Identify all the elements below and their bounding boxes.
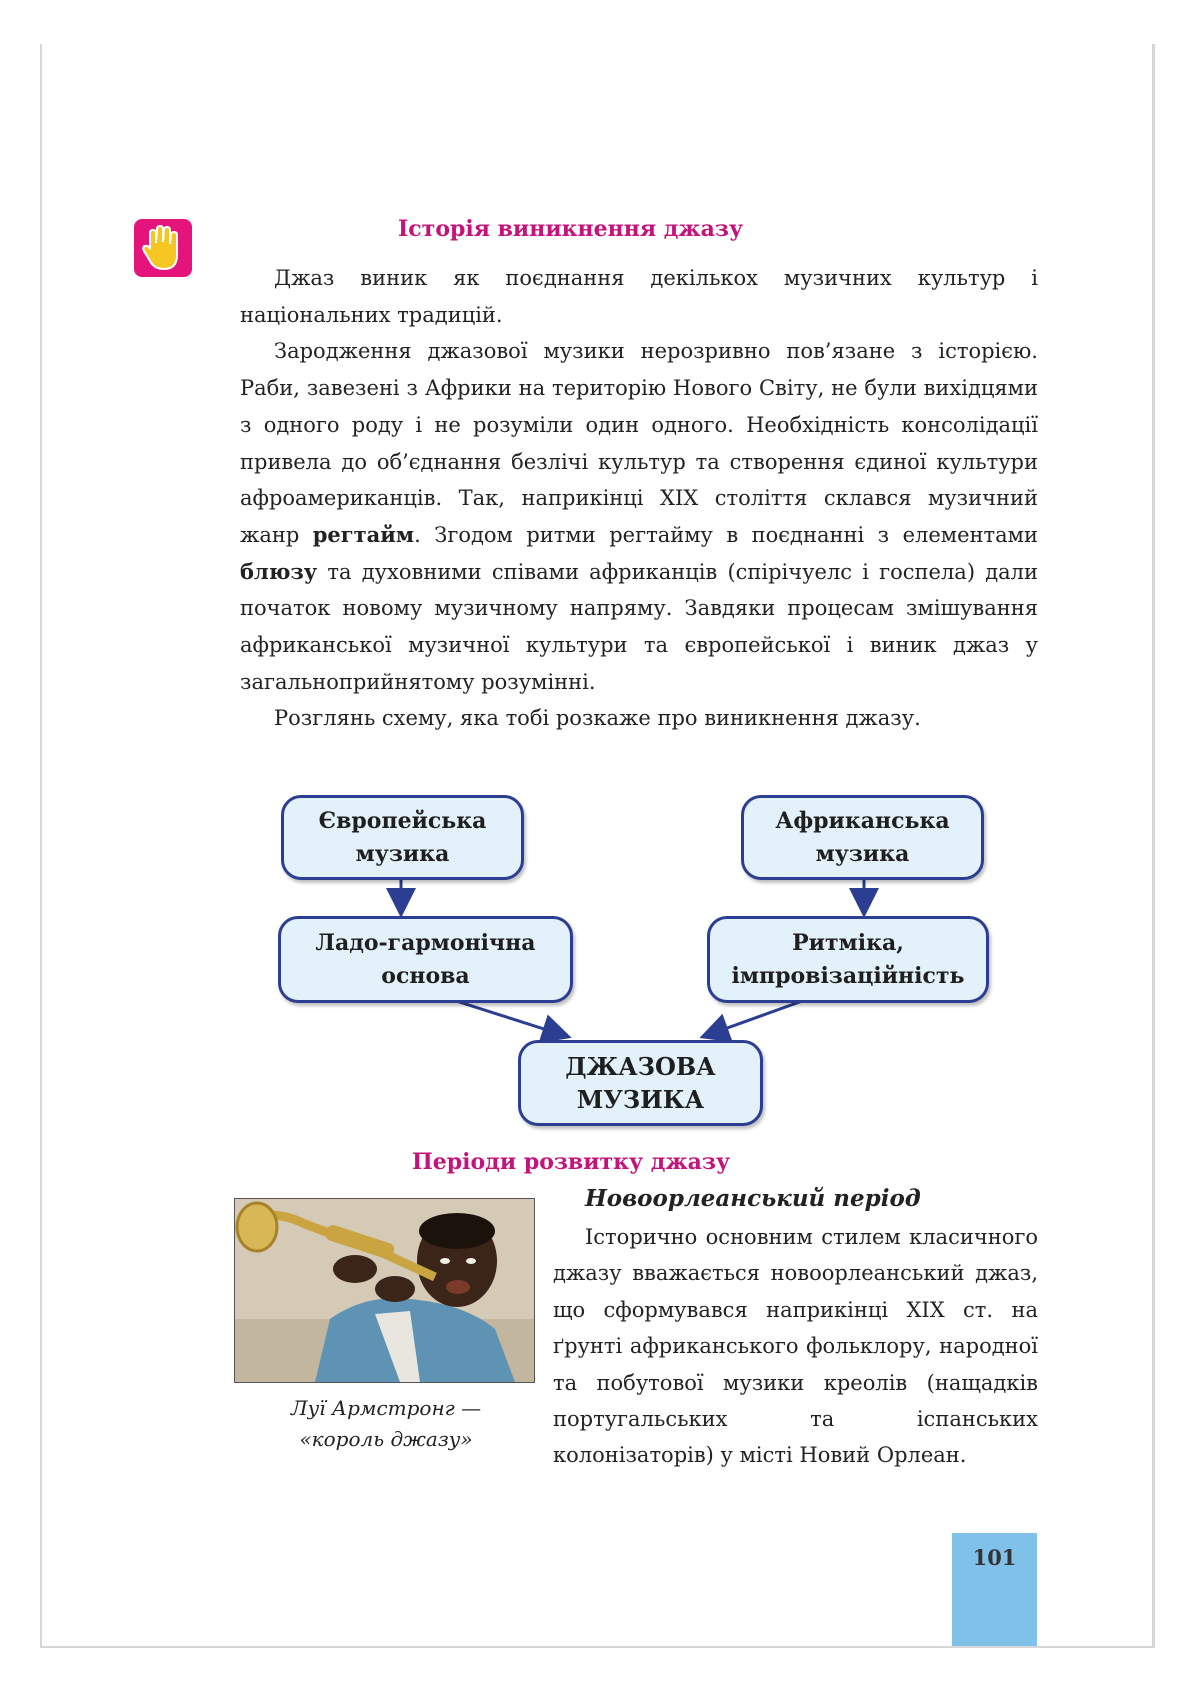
history-paragraph-2: Зародження джазової музики нерозривно пов’язане з історією. Раби, завезені з Африки на територію Нового Світу, не були вихідцями з одного роду і не розуміли один одного. Необхідність консолідації привела до об’єднання безлічі культур та створення єдиної культури афроамериканців. Так, наприкінці XIX століття склався музичний жанр регтайм. Згодом ритми регтайму в поєднанні з елементами блюзу та духовними співами африканців (спірічуелс і госпела) дали початок новому музичному напряму. Завдяки процесам змішування африканської музичної культури та європейської і виник джаз у загальноприйнятому розумінні. xyxy=(240,339,1039,694)
page-border-right xyxy=(1152,44,1155,1648)
history-text xyxy=(240,260,1038,737)
term-blues: блюзу xyxy=(240,558,318,584)
new-orleans-text xyxy=(553,1219,1038,1474)
arrow-harmony-to-jazz xyxy=(453,1000,566,1036)
node-european-music: Європейська музика xyxy=(281,795,524,880)
node-harmonic-basis: Ладо-гармонічна основа xyxy=(278,916,573,1003)
new-orleans-paragraph: Історично основним стилем класичного джазу вважається новоорлеанський джаз, що сформувався наприкінці XIX ст. на ґрунті африканського фольклору, народної та побутової музики креолів (нащадків португальських та іспанських колонізаторів) у місті Новий Орлеан. xyxy=(553,1225,1038,1468)
stop-hand-icon xyxy=(134,219,192,277)
page-number-tab xyxy=(952,1533,1037,1646)
node-jazz-music: ДЖАЗОВА МУЗИКА xyxy=(518,1040,763,1126)
history-paragraph-3: Розглянь схему, яка тобі розкаже про виникнення джазу. xyxy=(274,706,921,731)
heading-jazz-history: Історія виникнення джазу xyxy=(398,216,744,242)
page-border-bottom xyxy=(40,1646,1155,1648)
node-african-music: Африканська музика xyxy=(741,795,984,880)
new-orleans-subheading: Новоорлеанський період xyxy=(585,1185,921,1212)
louis-armstrong-photo xyxy=(234,1198,535,1383)
history-paragraph-1: Джаз виник як поєднання декількох музичних культур і національних традицій. xyxy=(240,266,1038,327)
term-ragtime: регтайм xyxy=(312,521,415,547)
page-number: 101 xyxy=(972,1545,1017,1570)
arrow-rhythm-to-jazz xyxy=(705,1000,805,1036)
photo-caption: Луї Армстронг — «король джазу» xyxy=(290,1396,482,1451)
page-border-left xyxy=(40,44,42,1648)
heading-jazz-periods: Періоди розвитку джазу xyxy=(412,1149,731,1175)
node-rhythm-improvisation: Ритміка, імпровізаційність xyxy=(707,916,989,1003)
